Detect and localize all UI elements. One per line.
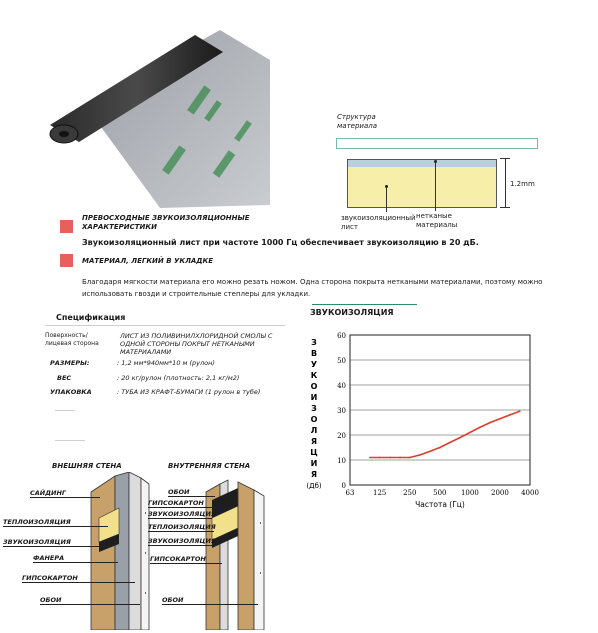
outer-wall-leader-1 xyxy=(3,526,108,527)
sound-sheet-label: звукоизоляционный лист xyxy=(341,214,416,231)
outer-wall-label-0: САЙДИНГ xyxy=(30,489,67,497)
chart-ylabel-letter-2: У xyxy=(310,360,318,369)
chart-x-tick-4: 1000 xyxy=(460,489,479,497)
spec-rule xyxy=(45,325,285,326)
chart-point-10 xyxy=(469,432,471,434)
feature-heading-2: МАТЕРИАЛ, ЛЕГКИЙ В УКЛАДКЕ xyxy=(82,257,214,265)
inner-wall-leader-4 xyxy=(148,545,216,546)
feature-text-1: Звукоизоляционный лист при частоте 1000 Гц обеспечивает звукоизоляцию в 20 дБ. xyxy=(82,238,479,247)
inner-wall-label-4: ЗВУКОИЗОЛЯЦИЯ xyxy=(148,537,216,545)
inner-wall-label-1: ГИПСОКАРТОН xyxy=(148,499,204,507)
chart-ylabel-letter-0: З xyxy=(311,338,317,347)
chart-point-2 xyxy=(390,457,392,459)
chart-ylabel-letter-6: З xyxy=(311,404,317,413)
inner-wall-label-5: ГИПСОКАРТОН xyxy=(150,555,206,563)
chart-point-0 xyxy=(369,457,371,459)
feature-heading-1: ПРЕВОСХОДНЫЕ ЗВУКОИЗОЛЯЦИОННЫЕ ХАРАКТЕРИСТИКИ xyxy=(82,214,250,231)
outer-wall-label-1: ТЕПЛОИЗОЛЯЦИЯ xyxy=(3,518,71,526)
chart-title: ЗВУКОИЗОЛЯЦИЯ xyxy=(310,308,394,317)
feature-bullet-1 xyxy=(60,220,73,233)
inner-wall-leader-1 xyxy=(148,507,218,508)
chart-point-12 xyxy=(489,422,491,424)
spec-dash-2 xyxy=(55,440,85,441)
inner-wall-label-2: ЗВУКОИЗОЛЯЦИЯ xyxy=(148,510,216,518)
chart-point-15 xyxy=(519,410,521,412)
chart-x-tick-0: 63 xyxy=(345,489,355,497)
inner-wall-leader-3 xyxy=(148,531,214,532)
chart-ylabel-letter-12: Я xyxy=(310,470,318,479)
outer-wall-label-4: ГИПСОКАРТОН xyxy=(22,574,78,582)
thickness-label: 1.2mm xyxy=(510,180,535,188)
chart-y-tick-0: 0 xyxy=(341,482,346,490)
inner-wall-label-0: ОБОИ xyxy=(168,488,190,496)
feature-text-2: Благодаря мягкости материала его можно резать ножом. Одна сторона покрыта неткаными материалами, поэтому можно использовать гвозди и строительные степлеры для укладки. xyxy=(82,278,543,298)
inner-wall-leader-2 xyxy=(148,518,212,519)
inner-wall-label-6: ОБОИ xyxy=(162,596,184,604)
sound-layer-leader xyxy=(386,188,387,212)
inner-wall-leader-0 xyxy=(168,496,215,497)
chart-x-tick-6: 4000 xyxy=(521,489,539,497)
sound-insulation-chart xyxy=(300,325,598,510)
inner-wall-title: ВНУТРЕННЯЯ СТЕНА xyxy=(168,462,251,470)
chart-x-tick-1: 125 xyxy=(373,489,387,497)
chart-header-rule xyxy=(312,304,417,305)
thickness-tick-bottom xyxy=(500,207,510,208)
chart-x-tick-3: 500 xyxy=(433,489,447,497)
spec-dash-1 xyxy=(55,410,75,411)
thickness-line xyxy=(505,158,506,208)
chart-ylabel-letter-8: Л xyxy=(310,426,318,435)
chart-y-tick-5: 50 xyxy=(337,357,346,365)
outer-wall-label-2: ЗВУКОИЗОЛЯЦИЯ xyxy=(3,538,71,546)
chart-point-13 xyxy=(499,418,501,420)
chart-y-tick-6: 60 xyxy=(337,332,346,340)
outer-wall-leader-4 xyxy=(22,582,135,583)
chart-ylabel-letter-9: Я xyxy=(310,437,318,446)
outer-wall-leader-5 xyxy=(40,604,140,605)
inner-wall-leader-5 xyxy=(150,563,222,564)
chart-y-tick-1: 10 xyxy=(337,457,346,465)
chart-point-11 xyxy=(479,427,481,429)
structure-header-bar xyxy=(336,138,538,149)
chart-ylabel-letter-1: В xyxy=(310,349,318,358)
chart-point-4 xyxy=(409,457,411,459)
chart-ylabel-letter-4: О xyxy=(310,382,318,391)
spec-title: Спецификация xyxy=(56,313,126,322)
outer-wall-diagram xyxy=(85,472,155,630)
outer-wall-label-3: ФАНЕРА xyxy=(33,554,65,562)
chart-x-tick-2: 250 xyxy=(403,489,417,497)
spec-row-weight: ВЕС : 20 кг/рулон (плотность: 2,1 кг/м2) xyxy=(57,374,240,382)
chart-y-tick-2: 20 xyxy=(337,432,346,440)
spec-row-packaging: УПАКОВКА : ТУБА ИЗ КРАФТ-БУМАГИ (1 рулон в тубе) xyxy=(50,388,261,396)
chart-point-8 xyxy=(449,442,451,444)
chart-point-5 xyxy=(419,454,421,456)
chart-point-6 xyxy=(429,450,431,452)
chart-ylabel-letter-10: Ц xyxy=(310,448,318,457)
inner-wall-leader-6 xyxy=(162,604,258,605)
outer-wall-leader-0 xyxy=(30,497,100,498)
nonwoven-label: нетканые материалы xyxy=(416,212,458,229)
chart-point-1 xyxy=(379,457,381,459)
thickness-tick-top xyxy=(500,158,510,159)
chart-y-tick-3: 30 xyxy=(337,407,346,415)
chart-point-3 xyxy=(399,457,401,459)
chart-point-9 xyxy=(459,437,461,439)
chart-y-tick-4: 40 xyxy=(337,382,346,390)
nonwoven-layer-leader xyxy=(435,163,436,211)
outer-wall-label-5: ОБОИ xyxy=(40,596,62,604)
outer-wall-leader-3 xyxy=(33,562,118,563)
chart-point-14 xyxy=(509,414,511,416)
structure-title: Структура материала xyxy=(337,113,378,130)
chart-ylabel-letter-3: К xyxy=(310,371,318,380)
chart-ylabel-letter-7: О xyxy=(310,415,318,424)
chart-x-tick-5: 2000 xyxy=(491,489,509,497)
chart-ylabel-letter-11: И xyxy=(310,459,318,468)
spec-row-size: РАЗМЕРЫ: : 1,2 мм*940мм*10 м (рулон) xyxy=(50,359,215,367)
sound-sheet-layer xyxy=(347,167,497,208)
feature-bullet-2 xyxy=(60,254,73,267)
chart-y-unit: (Дб) xyxy=(306,482,322,490)
inner-wall-label-3: ТЕПЛОИЗОЛЯЦИЯ xyxy=(148,523,216,531)
chart-x-axis-label: Частота (Гц) xyxy=(415,500,465,509)
outer-wall-title: ВНЕШНЯЯ СТЕНА xyxy=(52,462,122,470)
outer-wall-leader-2 xyxy=(3,546,110,547)
chart-point-7 xyxy=(439,447,441,449)
chart-ylabel-letter-5: И xyxy=(310,393,318,402)
membrane-roll-image xyxy=(45,30,270,210)
spec-row-surface: Поверхность/лицевая сторона ЛИСТ ИЗ ПОЛИВИНИЛХЛОРИДНОЙ СМОЛЫ С ОДНОЙ СТОРОНЫ ПОКРЫТ НЕТКАНЫМИ МАТЕРИАЛАМИ xyxy=(45,332,273,356)
